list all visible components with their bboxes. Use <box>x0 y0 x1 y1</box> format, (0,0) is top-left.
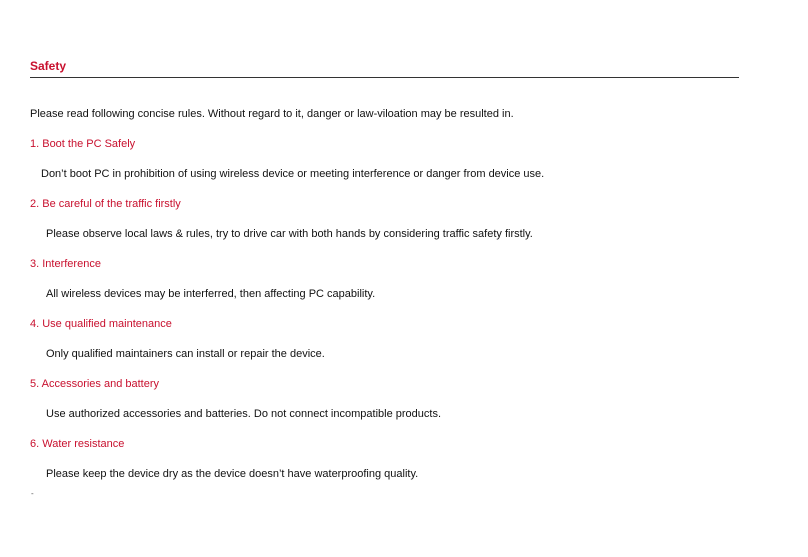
item-heading-water: 6. Water resistance <box>30 438 125 450</box>
trailing-mark: - <box>31 489 34 498</box>
item-heading-maintenance: 4. Use qualified maintenance <box>30 318 172 330</box>
item-heading-accessories: 5. Accessories and battery <box>30 378 160 390</box>
item-body-water: Please keep the device dry as the device doesn’t have waterproofing quality. <box>46 468 419 480</box>
item-heading-interference: 3. Interference <box>30 258 101 270</box>
item-heading-boot-safely: 1. Boot the PC Safely <box>30 138 136 150</box>
item-body-accessories: Use authorized accessories and batteries. Do not connect incompatible products. <box>46 408 441 420</box>
item-heading-traffic: 2. Be careful of the traffic firstly <box>30 198 181 210</box>
intro-paragraph: Please read following concise rules. Without regard to it, danger or law-viloation may be resulted in. <box>30 108 514 120</box>
section-title: Safety <box>30 59 67 73</box>
item-body-interference: All wireless devices may be interferred, then affecting PC capability. <box>46 288 376 300</box>
title-divider <box>30 77 739 78</box>
item-body-maintenance: Only qualified maintainers can install or repair the device. <box>46 348 325 360</box>
item-body-boot-safely: Don’t boot PC in prohibition of using wireless device or meeting interference or danger from device use. <box>41 168 545 180</box>
item-body-traffic: Please observe local laws & rules, try to drive car with both hands by considering traffic safety firstly. <box>46 228 533 240</box>
